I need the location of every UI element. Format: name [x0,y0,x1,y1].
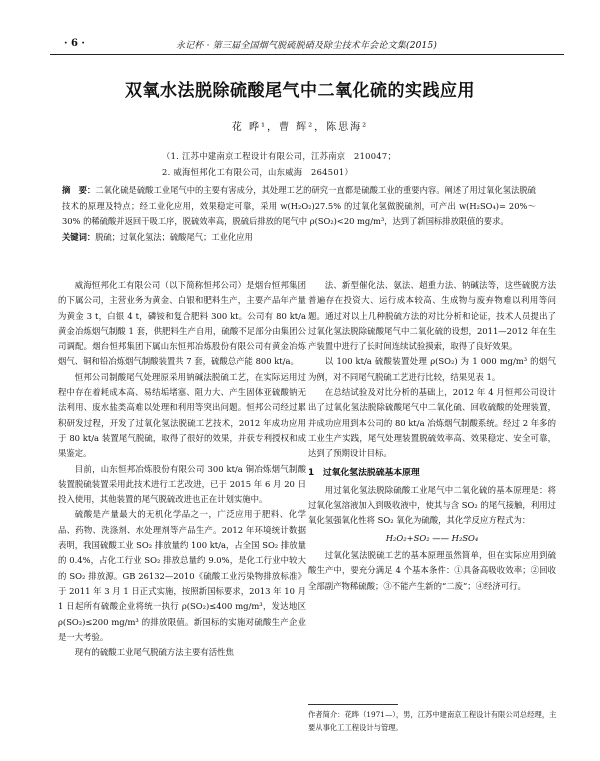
body-paragraph: 过氧化氢法脱硫工艺的基本原理虽然简单，但在实际应用到硫酸生产中，要充分满足 4 个基本条件：①具备高吸收效率；②回收全部副产物稀硫酸；③不能产生新的“二废”；④经济可行。 [308,550,556,591]
paper-title: 双氧水法脱除硫酸尾气中二氧化硫的实践应用 [125,81,475,101]
section-heading: 1 过氧化氢法脱硫基本原理 [308,467,420,478]
affiliation-2: 2. 威海恒邦化工有限公司，山东威海 264501） [162,167,354,177]
footnote-rule [308,704,398,705]
abstract-paragraph [62,183,536,230]
authors: 花 晔¹，曹 辉²，陈思海² [231,122,369,133]
body-paragraph: 用过氧化氢法脱除硫酸工业尾气中二氧化硫的基本原理是：将过氧化氢溶液加入到吸收液中，使其与含 SO₂ 的尾气接触，利用过氧化氢强氧化性将 SO₂ 氧化为硫酸，其化学反应方程式为： [308,484,556,526]
keywords-text: 脱硫；过氧化氢法；硫酸尾气；工业化应用 [95,231,253,242]
body-paragraph: 硫酸是产量最大的无机化学品之一，广泛应用于肥料、化学品、药物、洗涤剂、水处理剂等产品生产。2012 年环境统计数据表明，我国硫酸工业 SO₂ 排放量约 100 kt/a，占全国 SO₂ 排放量的 0.4%，占化工行业 SO₂ 排放总量约 9.0%，是化工行业中较大的 SO₂ 排放源。GB 26132—2010《硫酸工业污染物排放标准》于 2011 年 3 月 1 日正式实施，按照新国标要求，2013 年 10 月 1 日起所有硫酸企业将统一执行 ρ(SO₂)≤400 mg/m³，发达地区 ρ(SO₂)≤200 mg/m³ 的排放限值。新国标的实施对硫酸生产企业是一大考验。 [58,509,306,642]
abstract [62,183,536,245]
body-paragraph: 现有的硫酸工业尾气脱硫方法主要有活性焦 [74,647,234,658]
body-paragraph: 目前，山东恒邦冶炼股份有限公司 300 kt/a 铜冶炼烟气制酸装置脱硫装置采用此技术进行工艺改进，已于 2015 年 6 月 20 日投入使用，其他装置的尾气脱硫改进也正在计划实施中。 [58,463,306,505]
abstract-text: 二氧化硫是硫酸工业尾气中的主要有害成分，其处理工艺的研究一直都是硫酸工业的重要内容。阐述了用过氧化氢法脱硫技术的原理及特点；经工业化应用，效果稳定可靠，采用 w(H₂O₂)27.5% 的过氧化氢做脱硫剂，可产出 w(H₂SO₄)= 20%～30% 的稀硫酸并返回干吸工序，脱硫效率高，脱硫后排放的尾气中 ρ(SO₂)<20 mg/m³，达到了新国标排放限值的要求。 [62,185,536,226]
keywords-label: 关键词： [62,231,96,242]
page-number: · 6 · [64,38,85,49]
author-footnote: 作者简介：花晔（1971—），男，江苏中建南京工程设计有限公司总经理，主要从事化工工程设计与管理。 [308,710,557,732]
right-column [308,278,556,594]
body-paragraph: 在总结试验及对比分析的基础上，2012 年 4 月恒邦公司设计出了过氧化氢法脱除硫酸尾气中二氧化硫、回收硫酸的处理装置，并成功应用到本公司的 80 kt/a 冶炼烟气制酸系统。经过 2 年多的工业生产实践，尾气处理装置脱硫效率高、效果稳定、安全可靠，达到了预期设计目标。 [308,387,556,459]
running-header: 永记杯 · 第三届全国烟气脱硫脱硝及除尘技术年会论文集(2015) [176,41,438,51]
body-paragraph: 威海恒邦化工有限公司（以下简称恒邦公司）是烟台恒邦集团的下属公司，主营业务为黄金、白银和肥料生产，主要产品年产量为黄金 3 t，白银 4 t，磷铵和复合肥料 300 kt。公司有 80 kt/a 黄金冶炼烟气制酸 1 套，供肥料生产自用，硫酸不足部分由集团公司调配。烟台恒邦集团下属山东恒邦冶炼股份有限公司有黄金冶炼烟气、铜和铅冶炼烟气制酸装置共 7 套，硫酸总产能 800 kt/a。 [58,280,306,367]
body-paragraph: 以 100 kt/a 硫酸装置处理 ρ(SO₂) 为 1 000 mg/m³ 的烟气为例，对不同尾气脱硫工艺进行比较，结果见表 1。 [308,356,556,382]
chemical-equation: H₂O₂+SO₂ —— H₂SO₄ [385,532,479,543]
body-paragraph: 恒邦公司制酸尾气处理原采用钠碱法脱硫工艺，在实际运用过程中存在着耗成本高、易结垢堵塞、阻力大、产生固体亚硫酸钠无法利用、废水盐类高难以处理和利用等突出问题。恒邦公司经过累积研发过程，开发了过氧化氢法脱硫工艺技术，2012 年成功应用于 80 kt/a 装置尾气脱硫，取得了很好的效果，并获专利授权和成果鉴定。 [58,371,306,459]
header-rule [50,54,564,55]
body-paragraph: 法、新型催化法、氨法、超重力法、钠碱法等，这些硫脱方法普遍存在投资大、运行成本较高、生成物与废弃物难以利用等问题。通过对以上几种脱硫方法的对比分析和论证，技术人员提出了过氧化氢法脱除硫酸尾气中二氧化硫的设想，2011—2012 年在生产装置中进行了长时间连续试验摸索，取得了良好效果。 [308,280,556,352]
affiliation-1: （1. 江苏中建南京工程设计有限公司，江苏南京 210047； [162,151,397,161]
keywords-line [62,230,536,246]
left-column [58,278,306,660]
abstract-label: 摘 要： [62,185,96,195]
